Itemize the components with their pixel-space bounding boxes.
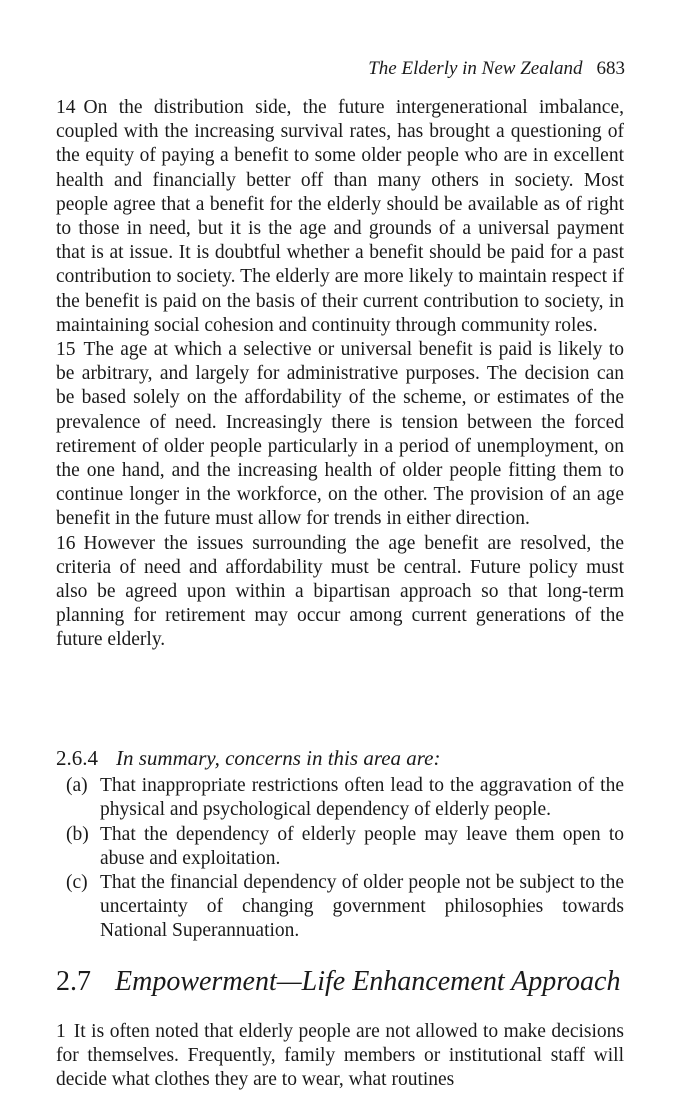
paragraph-16 <box>56 532 624 653</box>
section-title: Empowerment—Life Enhancement Approach <box>115 966 621 997</box>
subsection-title: In summary, concerns in this area are: <box>116 746 441 770</box>
list-marker: (c) <box>66 872 88 894</box>
list-item-text: That the dependency of elderly people may leave them open to abuse and exploitation. <box>100 823 624 869</box>
subsection-heading <box>56 746 624 770</box>
running-head-title: The Elderly in New Zealand <box>368 58 583 79</box>
page-number: 683 <box>596 58 625 79</box>
running-head <box>368 57 625 81</box>
paragraph-text: However the issues surrounding the age benefit are resolved, the criteria of need and affordability must be central. Future policy must also be agreed upon within a bipartisan approach so that long-term planning for retirement may occur among current generations of the future elderly. <box>56 532 624 651</box>
section-paragraph-1 <box>56 1020 624 1093</box>
section-number: 2.7 <box>56 966 91 997</box>
subsection-number: 2.6.4 <box>56 746 98 770</box>
subsection-2-6-4 <box>56 746 624 944</box>
paragraph-15 <box>56 338 624 532</box>
paragraph-number: 1 <box>56 1021 66 1042</box>
list-marker: (b) <box>66 823 89 845</box>
paragraph-14 <box>56 96 624 338</box>
body-text <box>56 96 624 653</box>
paragraph-text: The age at which a selective or universal benefit is paid is likely to be arbitrary, and largely for administrative purposes. The decision can be based solely on the affordability of the scheme, or estimates of the prevalence of need. Increasingly there is tension between the forced retirement of older people particularly in a period of unemployment, on the one hand, and the increasing health of older people fitting them to continue longer in the workforce, on the other. The provision of an age benefit in the future must allow for trends in either direction. <box>56 339 624 530</box>
list-item <box>66 871 624 944</box>
list-item <box>66 774 624 822</box>
paragraph-number: 16 <box>56 532 76 554</box>
paragraph-number: 14 <box>56 97 76 118</box>
paragraph-text: On the distribution side, the future intergenerational imbalance, coupled with the increasing survival rates, has brought a questioning of the equity of paying a benefit to some older people who are in excellent health and financially better off than many others in society. Most people agree that a benefit for the elderly should be available as of right to those in need, but it is the age and grounds of a universal payment that is at issue. It is doubtful whether a benefit should be paid for a past contribution to society. The elderly are more likely to maintain respect if the benefit is paid on the basis of their current contribution to society, in maintaining social cohesion and continuity through community roles. <box>56 97 624 336</box>
section-heading <box>56 964 636 1000</box>
list-item-text: That inappropriate restrictions often lead to the aggravation of the physical and psychological dependency of elderly people. <box>100 775 624 821</box>
paragraph-text: It is often noted that elderly people are not allowed to make decisions for themselves. Frequently, family members or institutional staff will decide what clothes they are to wear, what routines <box>56 1021 624 1091</box>
concerns-list <box>56 774 624 943</box>
list-item <box>66 823 624 871</box>
list-marker: (a) <box>66 775 88 797</box>
paragraph-number: 15 <box>56 339 76 361</box>
list-item-text: That the financial dependency of older people not be subject to the uncertainty of changing government philosophies towards National Superannuation. <box>100 872 624 942</box>
